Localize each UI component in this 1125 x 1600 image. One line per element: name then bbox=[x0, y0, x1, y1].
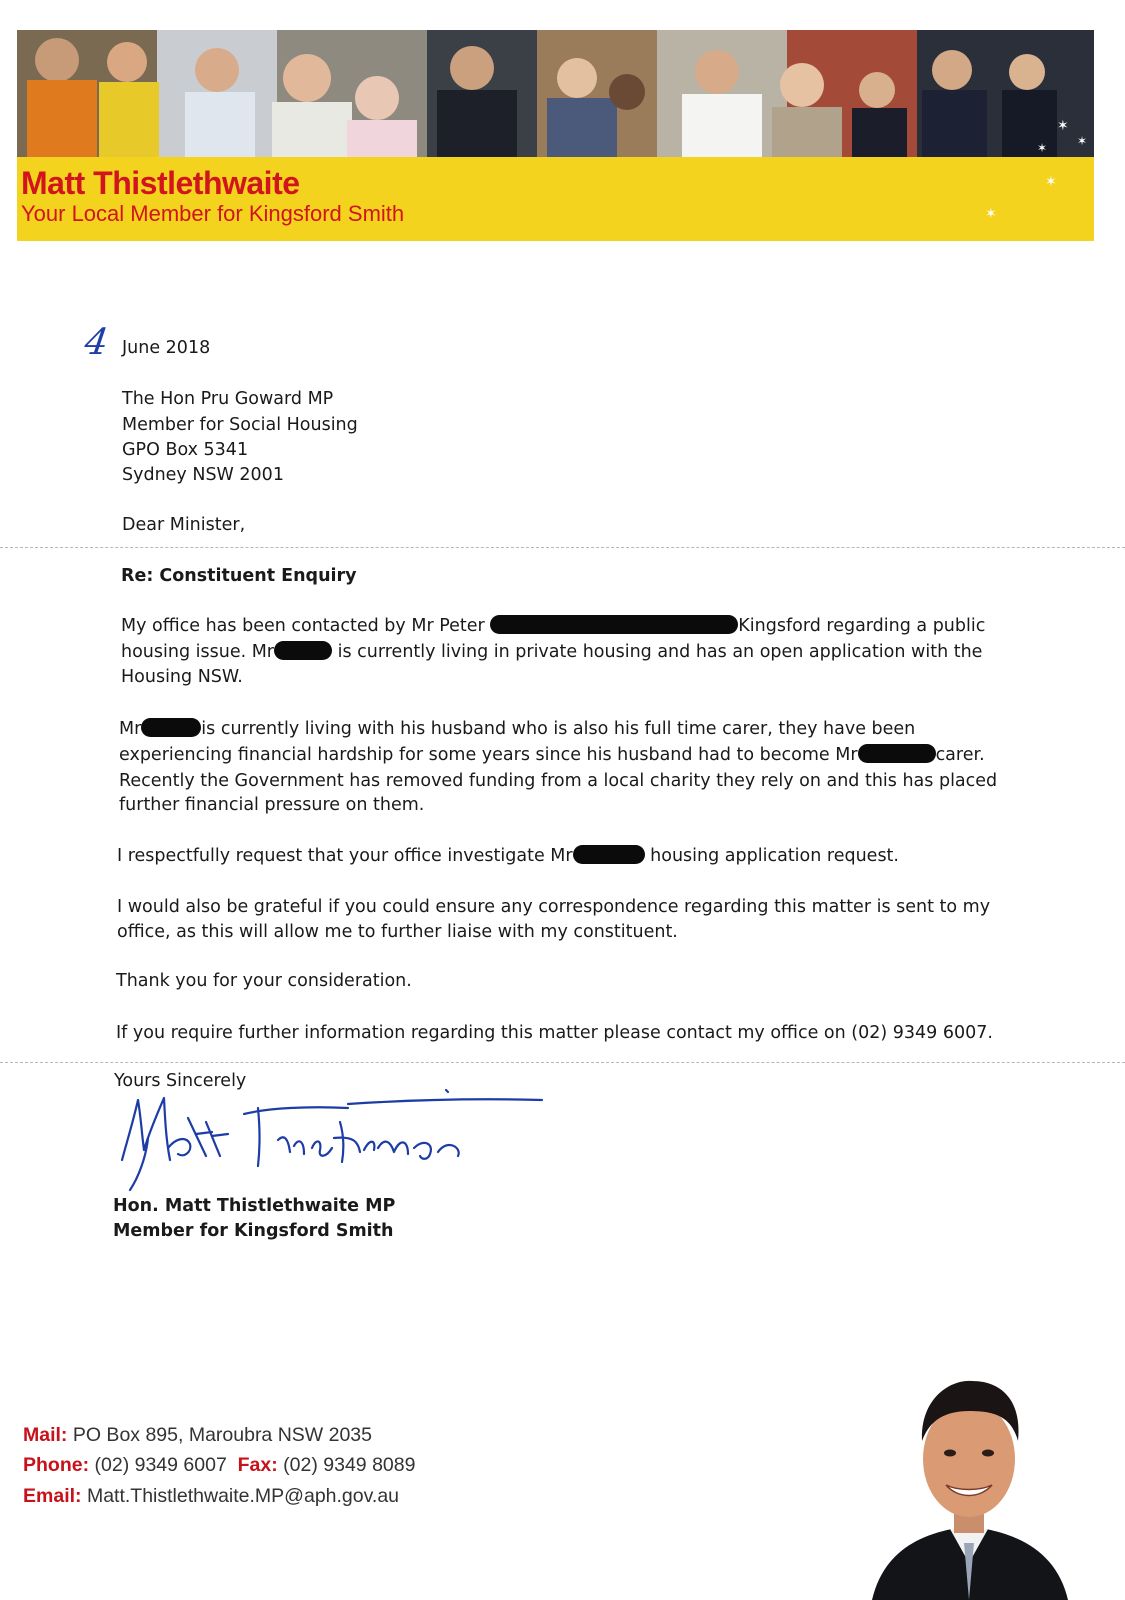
letterhead-name-band bbox=[17, 157, 1094, 241]
body-paragraph-2-line-3: Recently the Government has removed funding from a local charity they rely on and this has placed bbox=[119, 771, 998, 791]
footer-email-label: Email: bbox=[23, 1485, 82, 1507]
footer-email bbox=[23, 1485, 399, 1508]
body-text: housing application request. bbox=[650, 846, 899, 866]
body-text: I respectfully request that your office investigate Mr bbox=[117, 846, 573, 866]
body-paragraph-1-line-1 bbox=[121, 613, 985, 639]
body-text: My office has been contacted by Mr Peter bbox=[121, 616, 485, 636]
recipient-line: The Hon Pru Goward MP bbox=[122, 389, 334, 409]
signatory-title: Member for Kingsford Smith bbox=[113, 1221, 394, 1241]
letterhead-tagline: Your Local Member for Kingsford Smith bbox=[21, 201, 405, 226]
letterhead-photo-banner bbox=[17, 30, 1094, 158]
handwritten-signature bbox=[108, 1078, 558, 1198]
body-text: is currently living with his husband who is also his full time carer, they have been bbox=[201, 719, 916, 739]
footer-email-value: Matt.Thistlethwaite.MP@aph.gov.au bbox=[86, 1485, 400, 1507]
footer-fax-label: Fax: bbox=[237, 1454, 278, 1476]
body-paragraph-2-line-1 bbox=[119, 716, 915, 742]
svg-text:✶: ✶ bbox=[1077, 134, 1088, 148]
redaction-mark bbox=[141, 718, 201, 737]
footer-phone-fax bbox=[23, 1454, 415, 1477]
redaction-mark bbox=[858, 744, 936, 763]
fold-line bbox=[0, 1062, 1125, 1063]
body-text: experiencing financial hardship for some years since his husband had to become Mr bbox=[119, 745, 858, 765]
letter-date: June 2018 bbox=[122, 338, 211, 358]
southern-cross-star-icon: ✶ bbox=[1045, 174, 1057, 190]
body-paragraph-2-line-2 bbox=[119, 742, 985, 768]
recipient-line: GPO Box 5341 bbox=[122, 440, 249, 460]
subject-line: Re: Constituent Enquiry bbox=[121, 566, 357, 586]
recipient-line: Sydney NSW 2001 bbox=[122, 465, 284, 485]
body-text: Kingsford regarding a public bbox=[738, 616, 986, 636]
body-paragraph-1-line-3: Housing NSW. bbox=[121, 667, 243, 687]
salutation: Dear Minister, bbox=[122, 515, 246, 535]
body-text: carer. bbox=[935, 745, 985, 765]
redaction-mark bbox=[274, 641, 332, 660]
body-paragraph-4-line-2: office, as this will allow me to further liaise with my constituent. bbox=[117, 922, 678, 942]
footer-phone-value: (02) 9349 6007 bbox=[94, 1454, 227, 1476]
recipient-line: Member for Social Housing bbox=[122, 415, 358, 435]
fold-line bbox=[0, 547, 1125, 548]
footer-mail bbox=[23, 1424, 372, 1447]
svg-text:✶: ✶ bbox=[1057, 118, 1069, 134]
signatory-name: Hon. Matt Thistlethwaite MP bbox=[113, 1196, 396, 1216]
body-text: Mr bbox=[119, 719, 142, 739]
redaction-mark bbox=[573, 845, 645, 864]
body-paragraph-3 bbox=[117, 843, 899, 869]
handwritten-date-day: 4 bbox=[82, 322, 111, 363]
southern-cross-star-icon: ✶ bbox=[985, 206, 997, 222]
footer-mail-label: Mail: bbox=[23, 1424, 68, 1446]
redaction-mark bbox=[490, 615, 738, 634]
body-text: housing issue. Mr bbox=[121, 642, 275, 662]
footer-mail-value: PO Box 895, Maroubra NSW 2035 bbox=[72, 1424, 372, 1446]
body-paragraph-1-line-2 bbox=[121, 639, 982, 665]
member-portrait-photo bbox=[862, 1357, 1076, 1600]
footer-fax-value: (02) 9349 8089 bbox=[283, 1454, 416, 1476]
body-paragraph-6: If you require further information regarding this matter please contact my office on (02) 9349 6007. bbox=[116, 1023, 993, 1043]
svg-text:✶: ✶ bbox=[1037, 141, 1048, 155]
letterhead-member-name: Matt Thistlethwaite bbox=[21, 165, 300, 201]
body-paragraph-4-line-1: I would also be grateful if you could ensure any correspondence regarding this matter is sent to my bbox=[117, 897, 991, 917]
body-paragraph-5: Thank you for your consideration. bbox=[116, 971, 412, 991]
closing: Yours Sincerely bbox=[114, 1071, 247, 1091]
body-text: is currently living in private housing and has an open application with the bbox=[337, 642, 983, 662]
body-paragraph-2-line-4: further financial pressure on them. bbox=[119, 795, 425, 815]
footer-phone-label: Phone: bbox=[23, 1454, 90, 1476]
